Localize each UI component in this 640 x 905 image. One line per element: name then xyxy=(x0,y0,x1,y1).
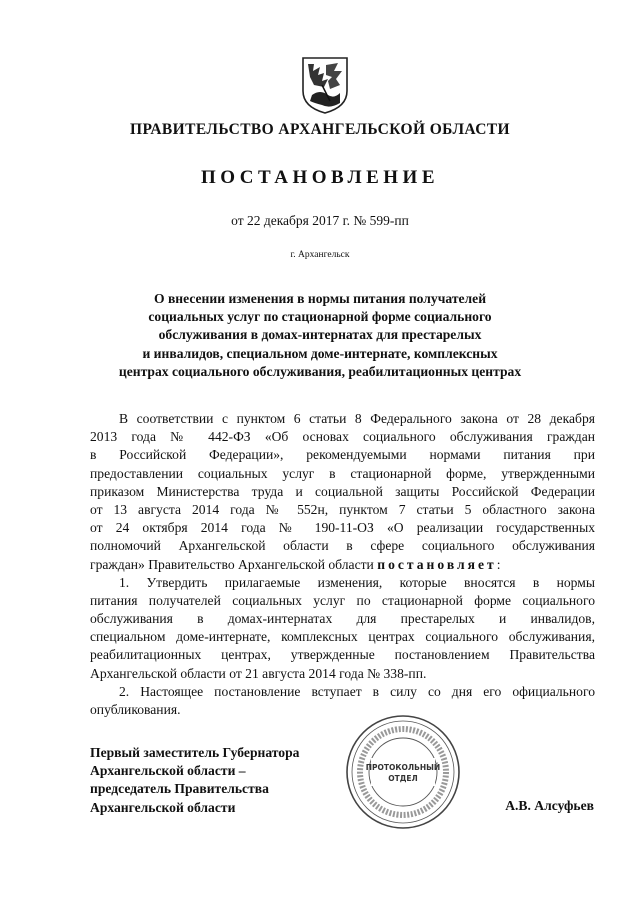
body-line: В соответствии с пунктом 6 статьи 8 Федерального закона от 28 декабря xyxy=(119,411,595,426)
point-1-line: питания получателей социальных услуг по стационарной форме социального xyxy=(90,592,595,608)
position-line: Архангельской области xyxy=(90,799,236,815)
body-line: 2013 года № 442-ФЗ «Об основах социального обслуживания граждан xyxy=(90,429,595,445)
subject-line: центрах социального обслуживания, реабилитационных центрах xyxy=(118,363,522,379)
position-line: Архангельской области – xyxy=(90,763,246,779)
point-1-line: 1. Утвердить прилагаемые изменения, которые вносятся в нормы xyxy=(119,574,595,590)
document-type-title: ПОСТАНОВЛЕНИЕ xyxy=(200,167,440,188)
body-line: полномочий Архангельской области в сфере социального обслуживания xyxy=(90,538,595,554)
stamp-text: ПРОТОКОЛЬНЫЙ xyxy=(365,763,441,772)
point-2-line: 2. Настоящее постановление вступает в силу со дня его официального xyxy=(119,683,595,699)
document-subject xyxy=(60,290,580,381)
position-line: Первый заместитель Губернатора xyxy=(90,745,300,760)
document-body xyxy=(90,410,595,719)
government-name: ПРАВИТЕЛЬСТВО АРХАНГЕЛЬСКОЙ ОБЛАСТИ xyxy=(129,121,510,138)
subject-line: обслуживания в домах-интернатах для престарелых xyxy=(158,327,482,343)
body-line: от 24 октября 2014 года № 190-11-ОЗ «О реализации государственных xyxy=(90,520,595,536)
point-1-line: специальном доме-интернате, комплексных центрах социального обслуживания, xyxy=(90,629,595,645)
subject-line: социальных услуг по стационарной форме социального xyxy=(148,309,492,325)
subject-line: О внесении изменения в нормы питания получателей xyxy=(153,291,487,306)
decree-word: постановляет xyxy=(377,556,497,572)
coat-of-arms-emblem xyxy=(300,55,350,115)
body-line-text: граждан» Правительство Архангельской области xyxy=(90,556,374,572)
subject-line: и инвалидов, специальном доме-интернате, комплексных xyxy=(142,345,498,361)
point-1-line: реабилитационных центрах, утвержденные постановлением Правительства xyxy=(90,647,595,663)
signatory-position xyxy=(90,744,299,817)
point-2-line: опубликования. xyxy=(90,702,181,717)
body-line: приказом Министерства труда и социальной защиты Российской Федерации xyxy=(90,483,595,499)
stamp-text: ОТДЕЛ xyxy=(388,774,418,783)
body-line: предоставлении социальных услуг в стационарной форме, утвержденными xyxy=(90,465,595,481)
official-stamp xyxy=(343,712,463,832)
point-1-line: обслуживания в домах-интернатах для престарелых и инвалидов, xyxy=(90,611,595,627)
position-line: председатель Правительства xyxy=(90,781,269,797)
signatory-name: А.В. Алсуфьев xyxy=(505,798,594,813)
body-line-decree: граждан» Правительство Архангельской области постановляет: xyxy=(90,556,501,572)
city-name: г. Архангельск xyxy=(290,250,350,260)
point-1-line: Архангельской области от 21 августа 2014 года № 338-пп. xyxy=(90,665,427,681)
date-and-number: от 22 декабря 2017 г. № 599-пп xyxy=(231,213,409,228)
body-line: от 13 августа 2014 года № 552н, пунктом 7 статьи 5 областного закона xyxy=(90,501,595,517)
body-line: в Российской Федерации», рекомендуемыми нормами питания при xyxy=(90,447,595,463)
